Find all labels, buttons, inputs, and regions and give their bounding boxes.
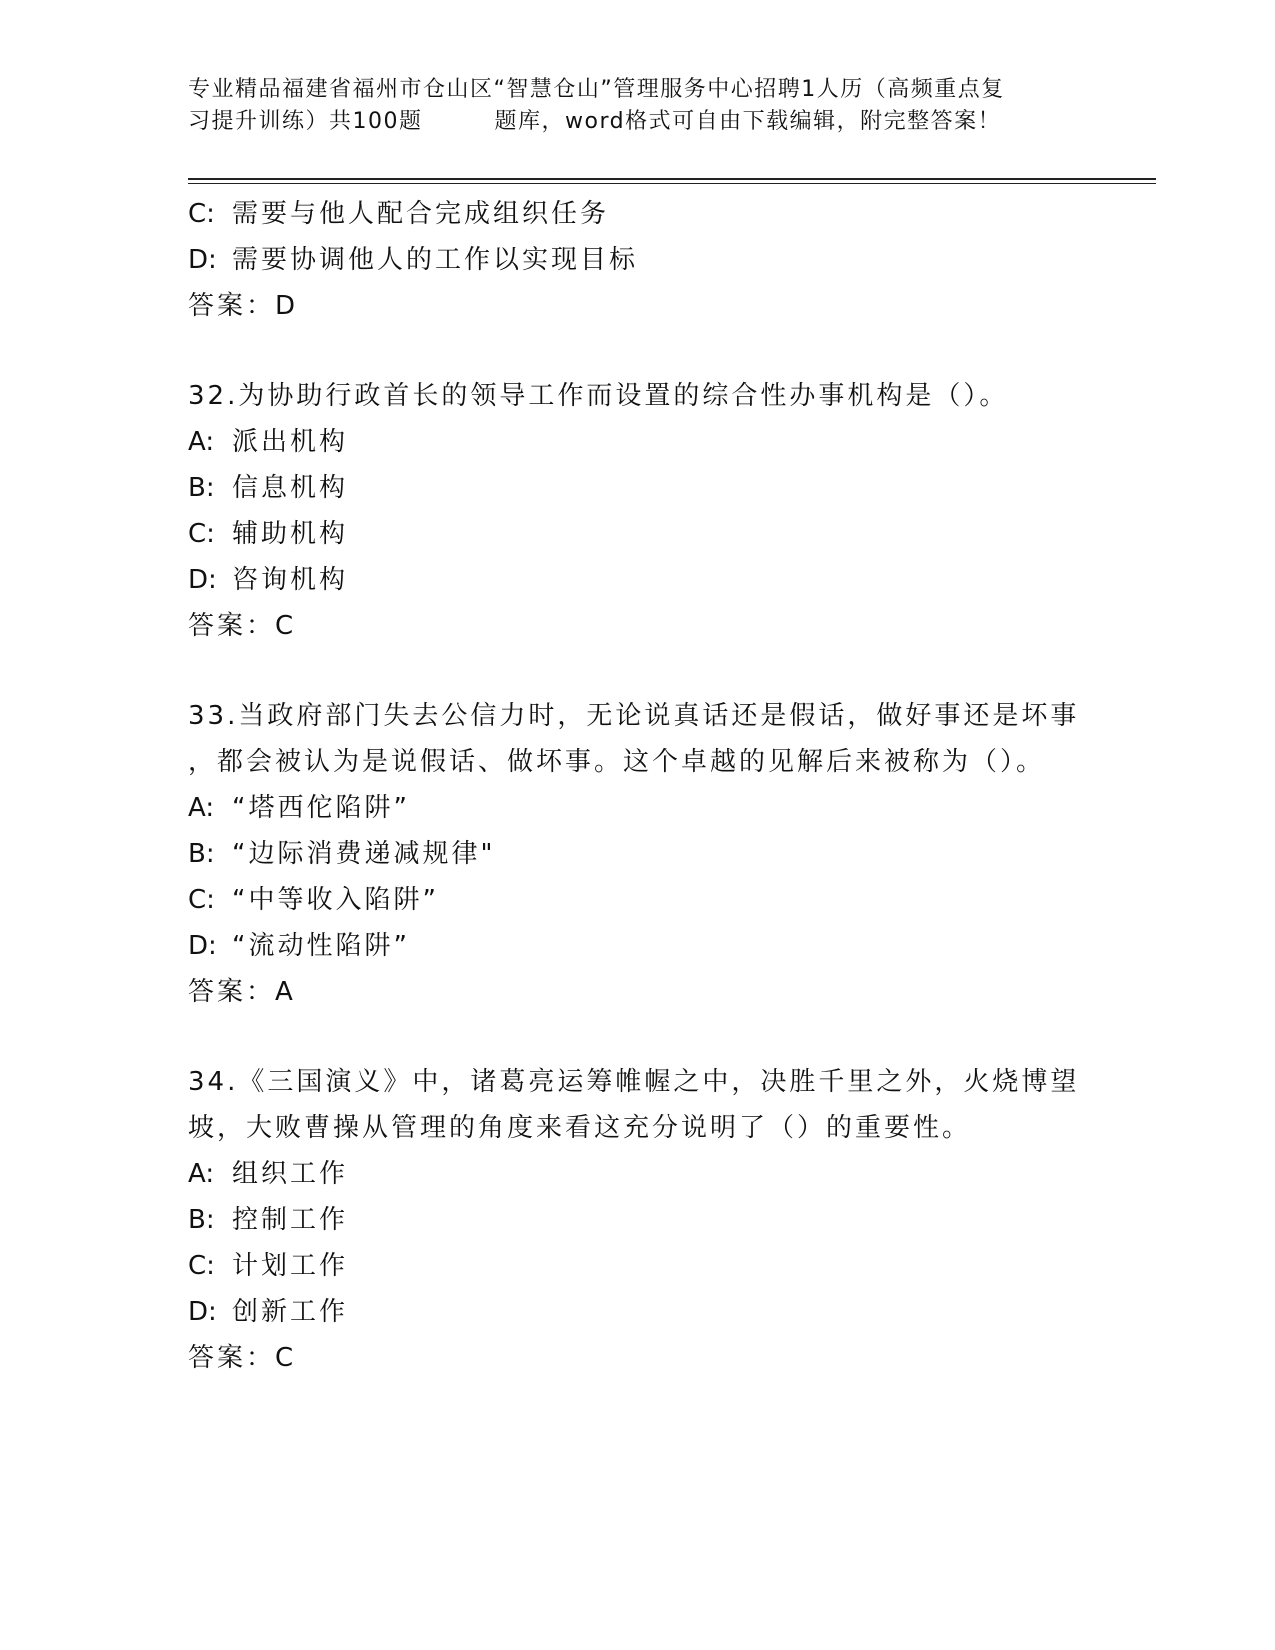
answer-line: 答案：A <box>188 977 296 1007</box>
option-c: C: “中等收入陷阱” <box>188 885 439 915</box>
header-line-2 <box>188 106 1118 138</box>
answer-line: 答案：C <box>188 1343 297 1373</box>
question-32 <box>188 373 1108 649</box>
option-a: A: “塔西佗陷阱” <box>188 793 410 823</box>
header-line-2a: 习提升训练）共100题 <box>188 109 423 134</box>
question-text-line-1: 33.当政府部门失去公信力时，无论说真话还是假话，做好事还是坏事 <box>188 701 1080 731</box>
option-d: D: “流动性陷阱” <box>188 931 410 961</box>
question-text-line-2: 坡，大败曹操从管理的角度来看这充分说明了（）的重要性。 <box>188 1113 972 1143</box>
header-line-1: 专业精品福建省福州市仓山区“智慧仓山”管理服务中心招聘1人历（高频重点复 <box>188 77 1005 102</box>
option-c: C: 计划工作 <box>188 1251 349 1281</box>
question-content <box>188 191 1108 1381</box>
option-b: B: “边际消费递减规律" <box>188 839 496 869</box>
question-text-line-1: 34.《三国演义》中，诸葛亮运筹帷幄之中，决胜千里之外，火烧博望 <box>188 1067 1080 1097</box>
previous-question-options <box>188 191 1108 329</box>
option-b: B: 控制工作 <box>188 1205 349 1235</box>
header-line-2b: 题库，word格式可自由下载编辑，附完整答案！ <box>494 109 1002 134</box>
option-d: D: 咨询机构 <box>188 565 349 595</box>
option-c: C: 需要与他人配合完成组织任务 <box>188 199 610 229</box>
question-33 <box>188 693 1108 1015</box>
answer-line: 答案：C <box>188 611 297 641</box>
option-d: D: 创新工作 <box>188 1297 349 1327</box>
question-text-line-2: ，都会被认为是说假话、做坏事。这个卓越的见解后来被称为（）。 <box>188 747 1046 777</box>
option-c: C: 辅助机构 <box>188 519 349 549</box>
option-a: A: 派出机构 <box>188 427 349 457</box>
option-d: D: 需要协调他人的工作以实现目标 <box>188 245 639 275</box>
question-text: 32.为协助行政首长的领导工作而设置的综合性办事机构是（）。 <box>188 381 1009 411</box>
question-34 <box>188 1059 1108 1381</box>
option-b: B: 信息机构 <box>188 473 349 503</box>
answer-line: 答案：D <box>188 291 299 321</box>
page-header <box>188 74 1118 138</box>
header-divider-thin <box>188 183 1156 184</box>
header-divider-thick <box>188 178 1156 180</box>
option-a: A: 组织工作 <box>188 1159 349 1189</box>
